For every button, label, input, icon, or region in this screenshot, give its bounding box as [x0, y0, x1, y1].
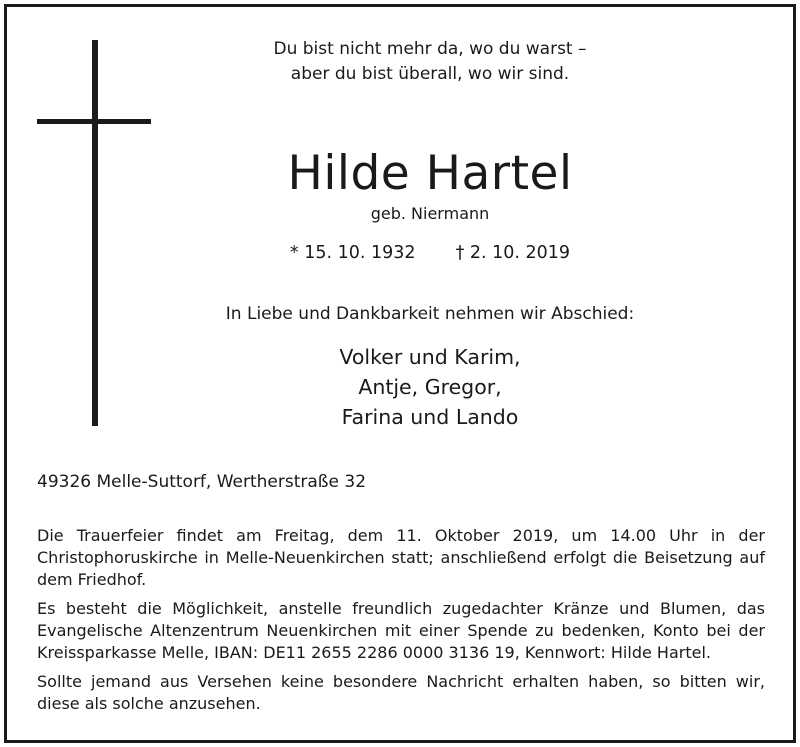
birth-date: * 15. 10. 1932: [289, 243, 416, 263]
mourners-list: [110, 342, 750, 432]
cross-icon: [92, 40, 98, 426]
mourner-line: Farina und Lando: [341, 405, 519, 429]
memorial-quote: [110, 37, 750, 87]
farewell-line: In Liebe und Dankbarkeit nehmen wir Abschied:: [225, 304, 635, 324]
notice-paragraph: Sollte jemand aus Versehen keine besondere Nachricht erhalten haben, so bitten wir, diese als solche anzusehen.: [37, 672, 765, 713]
death-date: † 2. 10. 2019: [455, 243, 571, 263]
mourner-line: Volker und Karim,: [339, 345, 521, 369]
quote-line-1: Du bist nicht mehr da, wo du warst –: [273, 39, 587, 59]
quote-line-2: aber du bist überall, wo wir sind.: [290, 64, 570, 84]
funeral-service-paragraph: Die Trauerfeier findet am Freitag, dem 11. Oktober 2019, um 14.00 Uhr in der Christophoruskirche in Melle-Neuenkirchen statt; anschließend erfolgt die Beisetzung auf dem Friedhof.: [37, 526, 765, 589]
mourner-line: Antje, Gregor,: [358, 375, 502, 399]
family-address: 49326 Melle-Suttorf, Wertherstraße 32: [37, 472, 367, 492]
life-dates: [110, 242, 750, 264]
cross-icon-bar: [37, 119, 151, 124]
maiden-name: geb. Niermann: [370, 204, 490, 223]
donation-paragraph: Es besteht die Möglichkeit, anstelle freundlich zugedachter Kränze und Blumen, das Evangelische Altenzentrum Neuenkirchen mit einer Spende zu bedenken, Konto bei der Kreissparkasse Melle, IBAN: DE11 2655 2286 0000 3136 19, Kennwort: Hilde Hartel.: [37, 599, 765, 662]
deceased-name: Hilde Hartel: [287, 146, 573, 201]
